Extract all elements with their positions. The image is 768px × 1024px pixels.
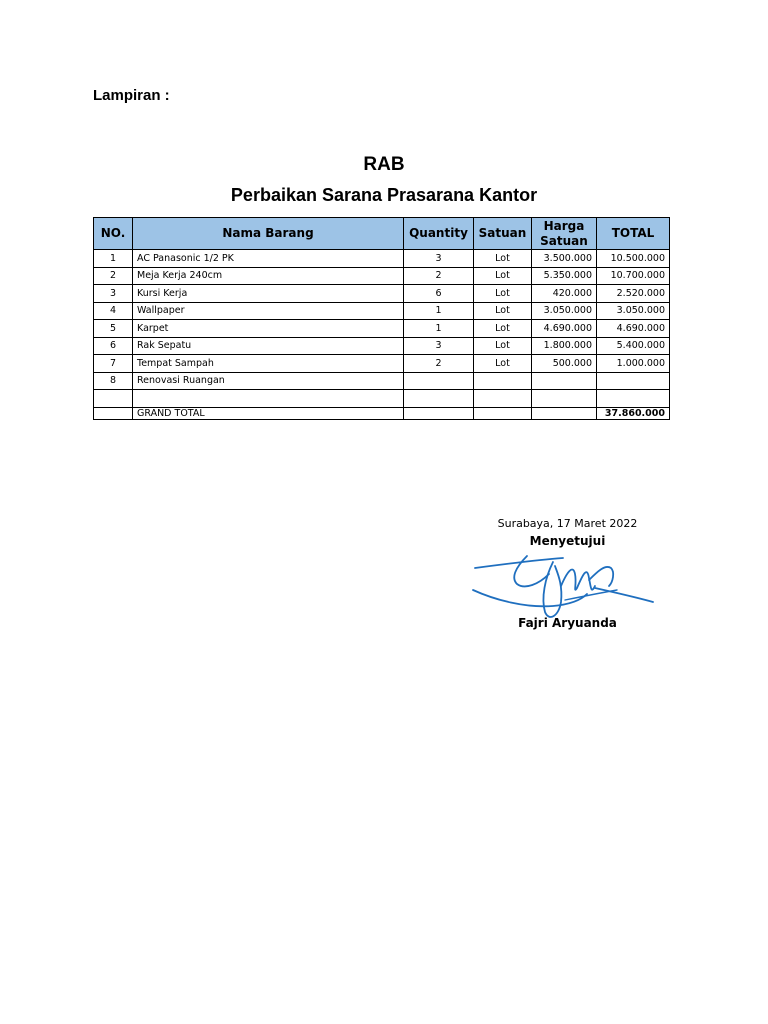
document-subtitle: Perbaikan Sarana Prasarana Kantor [230, 185, 538, 205]
cell-no: 6 [94, 337, 133, 355]
cell-item-name: Wallpaper [133, 302, 404, 320]
cell-unit [474, 390, 532, 408]
cell-total: 2.520.000 [597, 285, 670, 303]
cell-unit: Lot [474, 250, 532, 268]
cell-unit [474, 372, 532, 390]
col-header-item-name: Nama Barang [133, 218, 404, 250]
grand-total-label: GRAND TOTAL [133, 407, 404, 419]
cell-quantity: 6 [404, 285, 474, 303]
cell-item-name: Karpet [133, 320, 404, 338]
grand-total-blank-price [532, 407, 597, 419]
grand-total-blank-no [94, 407, 133, 419]
cell-total: 10.700.000 [597, 267, 670, 285]
cell-unit-price [532, 390, 597, 408]
cell-unit-price: 1.800.000 [532, 337, 597, 355]
cell-no: 7 [94, 355, 133, 373]
cell-quantity: 2 [404, 267, 474, 285]
document-title: RAB [363, 154, 405, 175]
cell-unit: Lot [474, 267, 532, 285]
cell-no: 1 [94, 250, 133, 268]
table-row [94, 285, 670, 303]
cell-unit: Lot [474, 285, 532, 303]
cell-unit: Lot [474, 320, 532, 338]
approval-label: Menyetujui [529, 534, 606, 548]
cell-total [597, 390, 670, 408]
cell-unit-price: 420.000 [532, 285, 597, 303]
table-row [94, 355, 670, 373]
cell-unit-price [532, 372, 597, 390]
cell-unit-price: 500.000 [532, 355, 597, 373]
table-row [94, 267, 670, 285]
cell-item-name: AC Panasonic 1/2 PK [133, 250, 404, 268]
cell-no: 3 [94, 285, 133, 303]
cell-no [94, 390, 133, 408]
grand-total-blank-unit [474, 407, 532, 419]
cell-item-name: Rak Sepatu [133, 337, 404, 355]
cell-total [597, 372, 670, 390]
cell-no: 2 [94, 267, 133, 285]
cell-total: 5.400.000 [597, 337, 670, 355]
cell-quantity: 3 [404, 250, 474, 268]
cell-item-name: Meja Kerja 240cm [133, 267, 404, 285]
lampiran-label: Lampiran : [93, 87, 170, 104]
cell-unit: Lot [474, 302, 532, 320]
table-row [94, 390, 670, 408]
cell-unit: Lot [474, 355, 532, 373]
cell-total: 3.050.000 [597, 302, 670, 320]
cell-item-name: Renovasi Ruangan [133, 372, 404, 390]
table-row [94, 320, 670, 338]
handwritten-signature [465, 538, 660, 620]
grand-total-row [94, 407, 670, 419]
cell-unit-price: 4.690.000 [532, 320, 597, 338]
cell-no: 8 [94, 372, 133, 390]
cell-total: 1.000.000 [597, 355, 670, 373]
cell-item-name [133, 390, 404, 408]
col-header-unit: Satuan [474, 218, 532, 250]
rab-table [93, 217, 670, 420]
cell-quantity: 2 [404, 355, 474, 373]
col-header-unit-price: Harga Satuan [532, 218, 597, 250]
table-row [94, 337, 670, 355]
table-row [94, 250, 670, 268]
cell-quantity: 1 [404, 320, 474, 338]
col-header-quantity: Quantity [404, 218, 474, 250]
cell-no: 5 [94, 320, 133, 338]
place-date: Surabaya, 17 Maret 2022 [497, 517, 638, 530]
col-header-no: NO. [94, 218, 133, 250]
table-row [94, 302, 670, 320]
cell-no: 4 [94, 302, 133, 320]
cell-unit-price: 3.050.000 [532, 302, 597, 320]
cell-quantity: 3 [404, 337, 474, 355]
cell-item-name: Kursi Kerja [133, 285, 404, 303]
cell-total: 10.500.000 [597, 250, 670, 268]
col-header-total: TOTAL [597, 218, 670, 250]
cell-quantity [404, 390, 474, 408]
cell-item-name: Tempat Sampah [133, 355, 404, 373]
cell-unit-price: 3.500.000 [532, 250, 597, 268]
table-header-row [94, 218, 670, 250]
cell-quantity: 1 [404, 302, 474, 320]
grand-total-value: 37.860.000 [597, 407, 670, 419]
signatory-name: Fajri Aryuanda [518, 616, 617, 630]
grand-total-blank-qty [404, 407, 474, 419]
table-row [94, 372, 670, 390]
cell-unit: Lot [474, 337, 532, 355]
cell-unit-price: 5.350.000 [532, 267, 597, 285]
cell-quantity [404, 372, 474, 390]
cell-total: 4.690.000 [597, 320, 670, 338]
